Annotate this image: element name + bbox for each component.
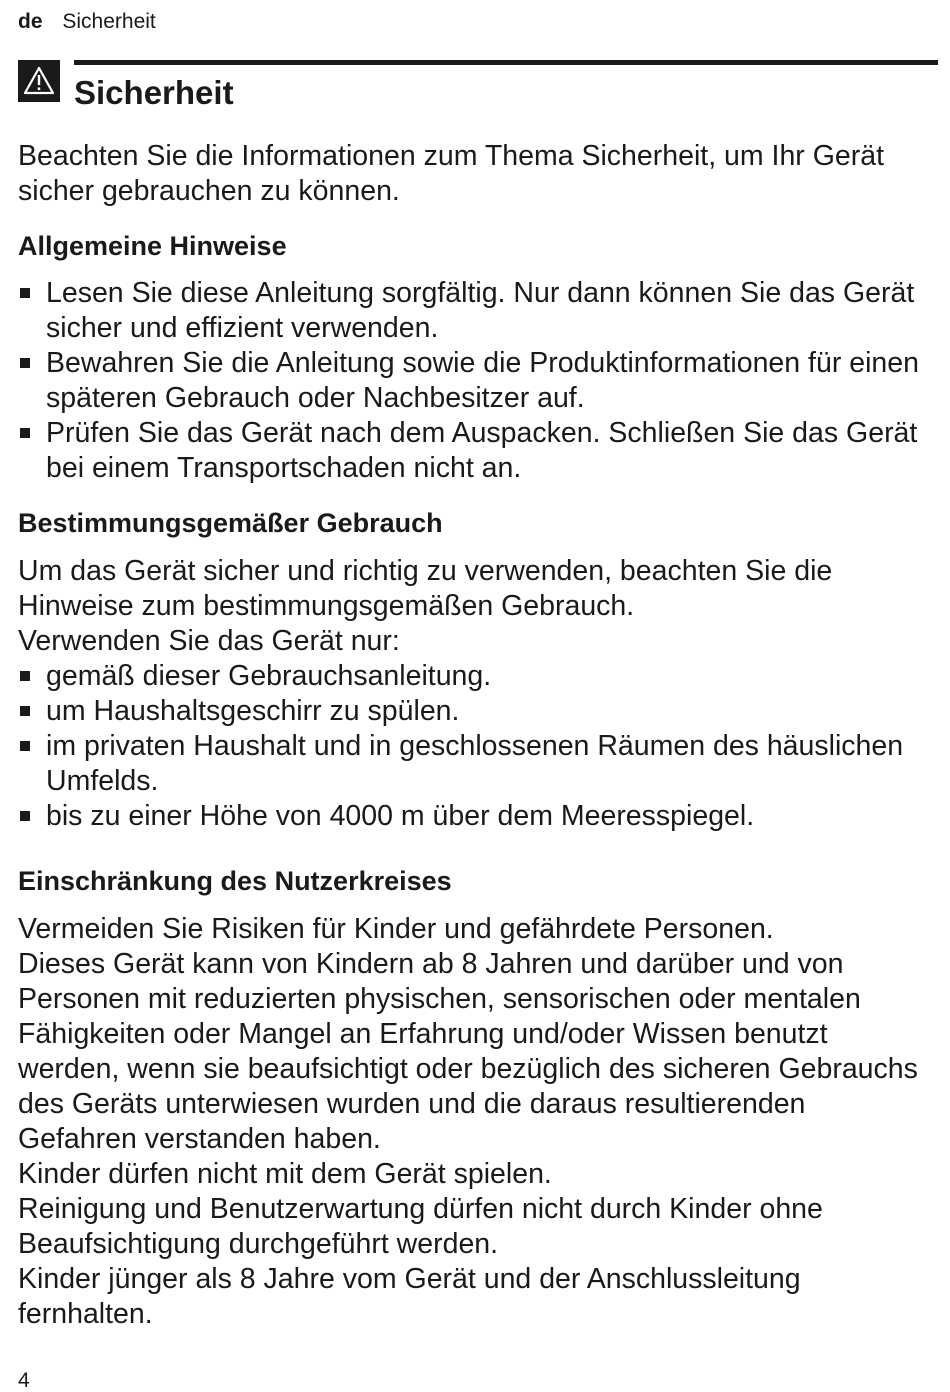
user-restriction-paragraph: Kinder dürfen nicht mit dem Gerät spielen. xyxy=(18,1158,552,1190)
section-rule xyxy=(74,60,938,65)
page-number: 4 xyxy=(18,1369,30,1392)
intended-use-paragraph: Um das Gerät sicher und richtig zu verwenden, beachten Sie die Hinweise zum bestimmungsgemäßen Gebrauch. xyxy=(18,555,833,622)
user-restriction-paragraph: Vermeiden Sie Risiken für Kinder und gefährdete Personen. xyxy=(18,913,774,945)
intended-use-list xyxy=(18,659,932,834)
user-restriction-paragraph: Reinigung und Benutzerwartung dürfen nicht durch Kinder ohne Beaufsichtigung durchgeführt werden. xyxy=(18,1193,823,1260)
list-item: bis zu einer Höhe von 4000 m über dem Meeresspiegel. xyxy=(18,799,932,834)
general-notes-list xyxy=(18,276,932,486)
general-notes-heading: Allgemeine Hinweise xyxy=(18,231,287,261)
user-restriction-heading: Einschränkung des Nutzerkreises xyxy=(18,866,452,896)
intended-use-lead: Verwenden Sie das Gerät nur: xyxy=(18,625,400,657)
header-section: Sicherheit xyxy=(62,10,156,33)
language-code: de xyxy=(18,10,43,33)
list-item: gemäß dieser Gebrauchsanleitung. xyxy=(18,659,932,694)
user-restriction-paragraph: Dieses Gerät kann von Kindern ab 8 Jahren und darüber und von Personen mit reduzierten physischen, sensorischen oder mentalen Fähigkeiten oder Mangel an Erfahrung und/oder Wissen benutzt werden, wenn sie beaufsichtigt oder bezüglich des sicheren Gebrauchs des Geräts unterwiesen wurden und die daraus resultierenden Gefahren verstanden haben. xyxy=(18,948,918,1155)
page-title: Sicherheit xyxy=(74,74,234,111)
intro-paragraph: Beachten Sie die Informationen zum Thema Sicherheit, um Ihr Gerät sicher gebrauchen zu können. xyxy=(18,140,884,207)
list-item: um Haushaltsgeschirr zu spülen. xyxy=(18,694,932,729)
running-header xyxy=(18,9,156,35)
main-content xyxy=(18,139,932,1332)
list-item: Bewahren Sie die Anleitung sowie die Produktinformationen für einen späteren Gebrauch oder Nachbesitzer auf. xyxy=(18,346,932,416)
intended-use-heading: Bestimmungsgemäßer Gebrauch xyxy=(18,508,443,538)
user-restriction-paragraph: Kinder jünger als 8 Jahre vom Gerät und der Anschlussleitung fernhalten. xyxy=(18,1263,801,1330)
warning-triangle-icon xyxy=(18,60,60,102)
list-item: Lesen Sie diese Anleitung sorgfältig. Nur dann können Sie das Gerät sicher und effizient verwenden. xyxy=(18,276,932,346)
list-item: im privaten Haushalt und in geschlossenen Räumen des häuslichen Umfelds. xyxy=(18,729,932,799)
list-item: Prüfen Sie das Gerät nach dem Auspacken. Schließen Sie das Gerät bei einem Transportschaden nicht an. xyxy=(18,416,932,486)
